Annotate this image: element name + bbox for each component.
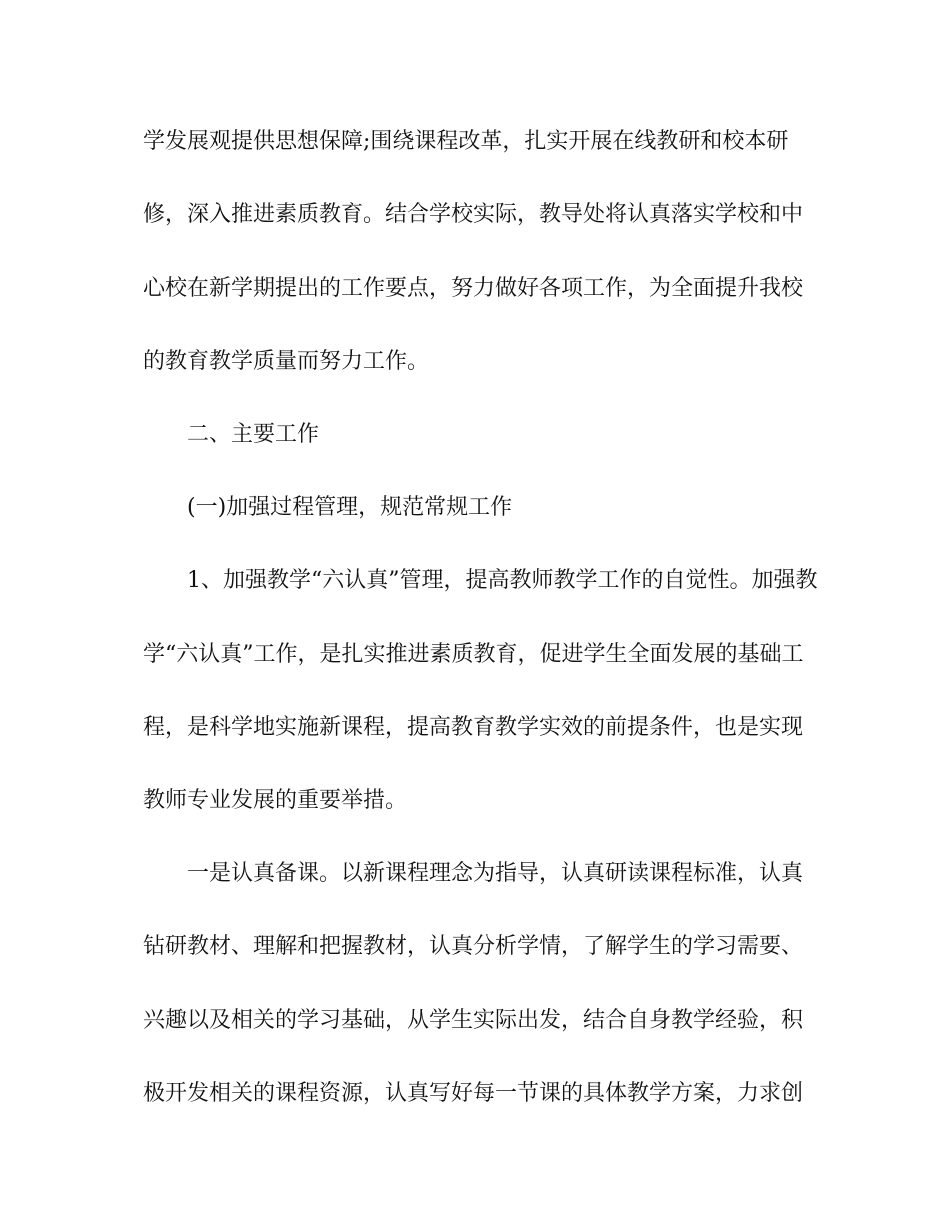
- paragraph-line: 修，深入推进素质教育。结合学校实际，教导处将认真落实学校和中: [143, 202, 804, 227]
- section-heading: 二、主要工作: [187, 422, 320, 447]
- paragraph-line: 极开发相关的课程资源，认真写好每一节课的具体教学方案，力求创: [143, 1081, 804, 1106]
- paragraph-line: 兴趣以及相关的学习基础，从学生实际出发，结合自身教学经验，积: [143, 1008, 804, 1033]
- paragraph-line: 钻研教材、理解和把握教材，认真分析学情，了解学生的学习需要、: [143, 934, 804, 959]
- paragraph-line: 学“六认真”工作，是扎实推进素质教育，促进学生全面发展的基础工: [143, 642, 804, 667]
- paragraph-line: 1、加强教学“六认真”管理，提高教师教学工作的自觉性。加强教: [187, 568, 818, 593]
- paragraph-line: 程，是科学地实施新课程，提高教育教学实效的前提条件，也是实现: [143, 715, 804, 740]
- paragraph-line: 心校在新学期提出的工作要点，努力做好各项工作，为全面提升我校: [143, 276, 804, 301]
- paragraph-line: 一是认真备课。以新课程理念为指导，认真研读课程标准，认真: [187, 861, 804, 886]
- paragraph-line: 学发展观提供思想保障;围绕课程改革，扎实开展在线教研和校本研: [143, 129, 789, 154]
- paragraph-line: 教师专业发展的重要举措。: [143, 788, 408, 813]
- subsection-heading: (一)加强过程管理，规范常规工作: [187, 495, 513, 520]
- paragraph-line: 的教育教学质量而努力工作。: [143, 349, 430, 374]
